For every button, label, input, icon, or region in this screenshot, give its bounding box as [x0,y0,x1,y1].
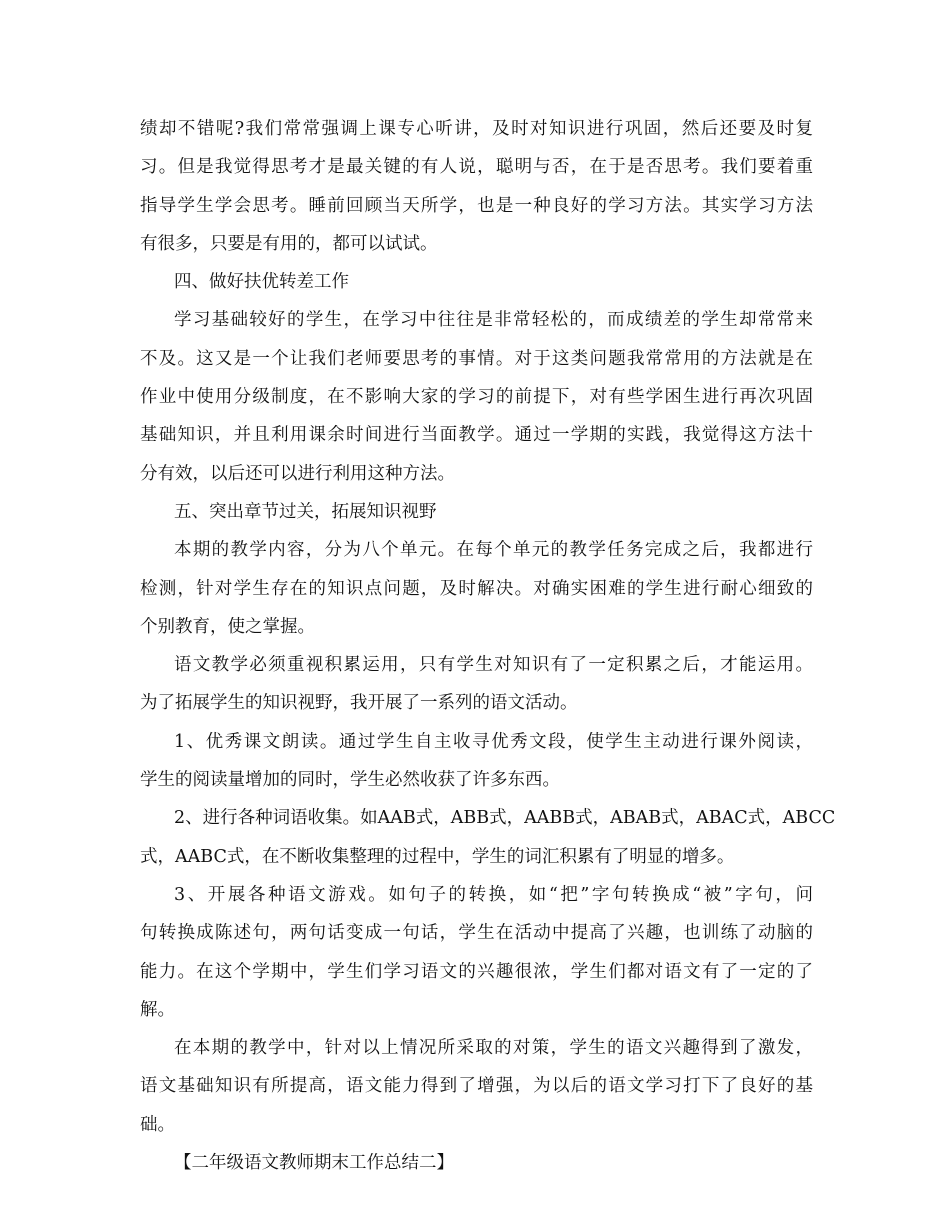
section-heading: 四、做好扶优转差工作 [174,272,349,293]
list-item-line: 1、优秀课文朗读。通过学生自主收寻优秀文段，使学生主动进行课外阅读， [174,731,813,752]
paragraph-line: 语文教学必须重视积累运用，只有学生对知识有了一定积累之后，才能运用。 [174,655,813,676]
paragraph-line: 作业中使用分级制度，在不影响大家的学习的前提下，对有些学困生进行再次巩固 [140,387,813,408]
paragraph-line: 个别教育，使之掌握。 [140,616,315,637]
paragraph-line: 检测，针对学生存在的知识点问题，及时解决。对确实困难的学生进行耐心细致的 [140,578,813,599]
list-item-line: 学生的阅读量增加的同时，学生必然收获了许多东西。 [140,770,560,791]
list-item-line: 3、开展各种语文游戏。如句子的转换，如“把”字句转换成“被”字句，问 [174,884,813,905]
paragraph-line: 本期的教学内容，分为八个单元。在每个单元的教学任务完成之后，我都进行 [174,540,813,561]
paragraph-line: 分有效，以后还可以进行利用这种方法。 [140,463,455,484]
list-item-line: 式，AABC式，在不断收集整理的过程中，学生的词汇积累有了明显的增多。 [140,846,735,867]
document-body [140,114,836,1186]
paragraph-line: 础。 [140,1114,175,1135]
paragraph-line: 基础知识，并且利用课余时间进行当面教学。通过一学期的实践，我觉得这方法十 [140,425,813,446]
list-item-line: 句转换成陈述句，两句话变成一句话，学生在活动中提高了兴趣，也训练了动脑的 [140,923,813,944]
paragraph-line: 语文基础知识有所提高，语文能力得到了增强，为以后的语文学习打下了良好的基 [140,1076,813,1097]
paragraph-line: 学习基础较好的学生，在学习中往往是非常轻松的，而成绩差的学生却常常来 [174,310,813,331]
paragraph-line: 有很多，只要是有用的，都可以试试。 [140,233,438,254]
paragraph-line: 为了拓展学生的知识视野，我开展了一系列的语文活动。 [140,693,578,714]
section-heading: 五、突出章节过关，拓展知识视野 [174,501,437,522]
list-item-line: 解。 [140,999,175,1020]
paragraph-line: 指导学生学会思考。睡前回顾当天所学，也是一种良好的学习方法。其实学习方法 [140,195,813,216]
section-title: 【二年级语文教师期末工作总结二】 [174,1153,454,1174]
paragraph-line: 绩却不错呢?我们常常强调上课专心听讲，及时对知识进行巩固，然后还要及时复 [140,119,813,139]
paragraph-line: 习。但是我觉得思考才是最关键的有人说，聪明与否，在于是否思考。我们要着重 [140,157,813,178]
paragraph-line: 在本期的教学中，针对以上情况所采取的对策，学生的语文兴趣得到了激发， [174,1038,813,1059]
paragraph-line: 不及。这又是一个让我们老师要思考的事情。对于这类问题我常常用的方法就是在 [140,348,813,369]
list-item-line: 2、进行各种词语收集。如AAB式，ABB式，AABB式，ABAB式，ABAC式，ABCC [174,808,836,829]
list-item-line: 能力。在这个学期中，学生们学习语文的兴趣很浓，学生们都对语文有了一定的了 [140,961,813,982]
